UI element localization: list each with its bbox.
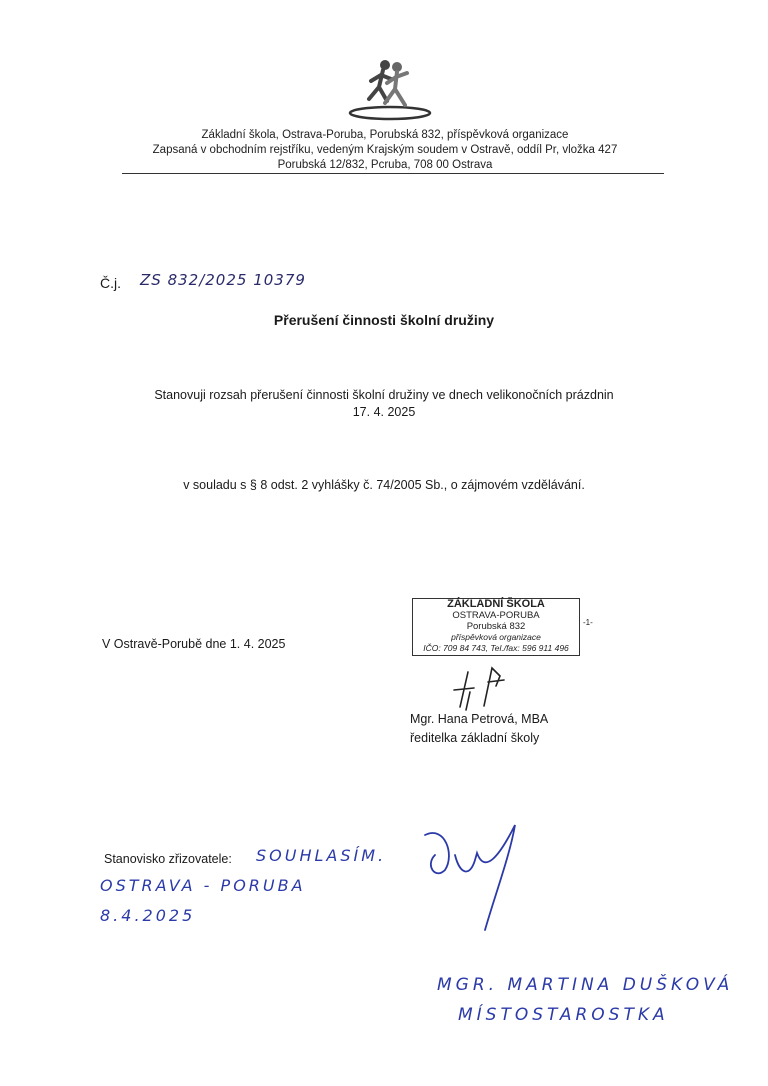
stamp-mark: -1-: [583, 618, 593, 627]
document-title: Přerušení činnosti školní družiny: [273, 312, 495, 328]
handwritten-agree: SOUHLASÍM.: [256, 846, 387, 865]
reference-label: Č.j.: [100, 275, 121, 291]
reference-handwritten: ZS 832/2025 10379: [140, 271, 306, 289]
running-children-logo: [345, 55, 435, 125]
stamp-line-2: OSTRAVA-PORUBA: [452, 610, 540, 621]
paragraph-1-line-2: 17. 4. 2025: [352, 405, 416, 419]
handwritten-place: OSTRAVA - PORUBA: [100, 876, 306, 895]
handwritten-date: 8.4.2025: [100, 906, 196, 925]
signatory-name: Mgr. Hana Petrová, MBA: [410, 712, 549, 726]
place-date: V Ostravě-Porubě dne 1. 4. 2025: [102, 637, 286, 651]
school-stamp: [412, 598, 580, 656]
founder-opinion-label: Stanovisko zřizovatele:: [104, 852, 232, 866]
founder-signature: [415, 815, 535, 935]
handwritten-founder-role: MÍSTOSTAROSTKA: [458, 1005, 669, 1025]
header-registry: Zapsaná v obchodním rejstříku, vedeným Krajským soudem v Ostravě, oddíl Pr, vložka 427: [152, 144, 618, 156]
handwritten-founder-name: MGR. MARTINA DUŠKOVÁ: [437, 975, 734, 995]
stamp-line-3: Porubská 832: [466, 621, 526, 632]
header-school-name: Základní škola, Ostrava-Poruba, Porubská 832, příspěvková organizace: [201, 129, 569, 141]
signatory-role: ředitelka základní školy: [410, 731, 540, 745]
stamp-line-1: ZÁKLADNÍ ŠKOLA: [447, 598, 545, 610]
header-divider: [122, 173, 664, 174]
stamp-line-4: příspěvková organizace: [451, 632, 541, 642]
director-signature: [440, 662, 530, 712]
paragraph-2: v souladu s § 8 odst. 2 vyhlášky č. 74/2005 Sb., o zájmovém vzdělávání.: [183, 478, 585, 492]
paragraph-1-line-1: Stanovuji rozsah přerušení činnosti školní družiny ve dnech velikonočních prázdnin: [154, 388, 614, 402]
stamp-line-5: IČO: 709 84 743, Tel./fax: 596 911 496: [423, 643, 569, 653]
header-address: Porubská 12/832, Pcruba, 708 00 Ostrava: [277, 159, 493, 171]
